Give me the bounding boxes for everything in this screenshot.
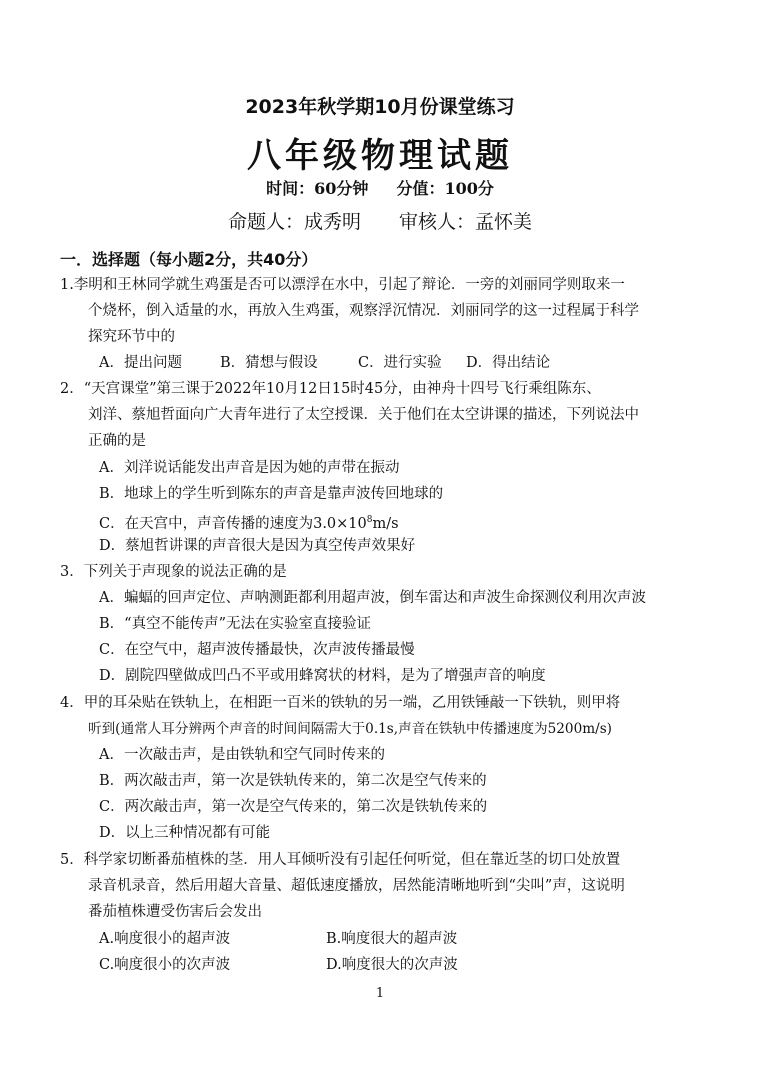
question-2-line-1: 2．“天宫课堂”第三课于2022年10月12日15时45分，由神舟十四号飞行乘组陈东、 [60,381,601,397]
question-2-option-c-exponent: 8 [366,515,373,525]
question-2 [60,376,690,454]
question-1-option-a: A．提出问题 [99,355,182,371]
question-4-line-2: 听到(通常人耳分辨两个声音的时间间隔需大于0.1s,声音在铁轨中传播速度为5200m/s) [88,721,612,737]
question-2-option-a: A．刘洋说话能发出声音是因为她的声带在振动 [99,460,400,476]
question-4-option-b: B．两次敲击声，第一次是铁轨传来的，第二次是空气传来的 [99,773,487,789]
question-2-option-c-unit: m/s [372,515,399,532]
question-3-option-c: C．在空气中，超声波传播最快，次声波传播最慢 [99,642,415,658]
question-2-option-d: D．蔡旭哲讲课的声音很大是因为真空传声效果好 [99,538,416,554]
question-3-option-d: D．剧院四壁做成凹凸不平或用蜂窝状的材料，是为了增强声音的响度 [99,668,546,684]
question-5-option-b: B.响度很大的超声波 [326,931,458,947]
question-2-line-2: 刘洋、蔡旭哲面向广大青年进行了太空授课．关于他们在太空讲课的描述，下列说法中 [88,407,639,423]
question-1-line-3: 探究环节中的 [88,329,175,345]
question-5-line-3: 番茄植株遭受伤害后会发出 [88,904,262,920]
question-5-option-d: D.响度很大的次声波 [326,957,458,973]
exam-score: 分值：100分 [396,179,494,198]
question-1-line-2: 个烧杯，倒入适量的水，再放入生鸡蛋，观察浮沉情况．刘丽同学的这一过程属于科学 [88,303,639,319]
question-5-option-c: C.响度很小的次声波 [99,957,231,973]
question-3-option-b: B．“真空不能传声”无法在实验室直接验证 [99,616,371,632]
question-2-option-b: B．地球上的学生听到陈东的声音是靠声波传回地球的 [99,486,444,502]
question-4 [60,690,690,742]
question-1-option-c: C．进行实验 [358,355,442,371]
exam-time: 时间：60分钟 [266,179,369,198]
section-heading: 一．选择题（每小题2分，共40分） [60,250,318,269]
question-5-line-1: 5．科学家切断番茄植株的茎．用人耳倾听没有引起任何听觉，但在靠近茎的切口处放置 [60,852,621,868]
question-2-line-3: 正确的是 [88,433,146,449]
question-4-option-a: A．一次敲击声，是由铁轨和空气同时传来的 [99,747,385,763]
question-5-option-a: A.响度很小的超声波 [99,931,231,947]
question-1 [60,272,690,350]
question-3-option-a: A．蝙蝠的回声定位、声呐测距都利用超声波，倒车雷达和声波生命探测仪利用次声波 [99,590,646,606]
question-4-option-d: D．以上三种情况都有可能 [99,825,271,841]
question-5-line-2: 录音机录音，然后用超大音量、超低速度播放，居然能清晰地听到“尖叫”声，这说明 [88,878,625,894]
exam-author: 命题人：成秀明 [227,211,361,233]
question-3-line-1: 3．下列关于声现象的说法正确的是 [60,564,287,580]
question-4-line-1: 4．甲的耳朵贴在铁轨上，在相距一百米的铁轨的另一端，乙用铁锤敲一下铁轨，则甲将 [60,695,621,711]
question-4-option-c: C．两次敲击声，第一次是空气传来的，第二次是铁轨传来的 [99,799,488,815]
question-1-option-d: D．得出结论 [466,355,551,371]
question-1-line-1: 1.李明和王林同学就生鸡蛋是否可以漂浮在水中，引起了辩论．一旁的刘丽同学则取来一 [60,277,625,293]
exam-reviewer: 审核人：孟怀美 [399,211,533,233]
exam-meta [0,176,760,199]
exam-authors [0,207,760,234]
page-number: 1 [375,986,385,1001]
question-1-option-b: B．猜想与假设 [220,355,318,371]
question-5 [60,847,690,925]
question-2-option-c-text: C．在天宫中，声音传播的速度为3.0×10 [99,515,367,532]
exam-subtitle: 2023年秋学期10月份课堂练习 [245,96,515,118]
exam-title: 八年级物理试题 [247,136,513,176]
question-3 [60,559,690,585]
